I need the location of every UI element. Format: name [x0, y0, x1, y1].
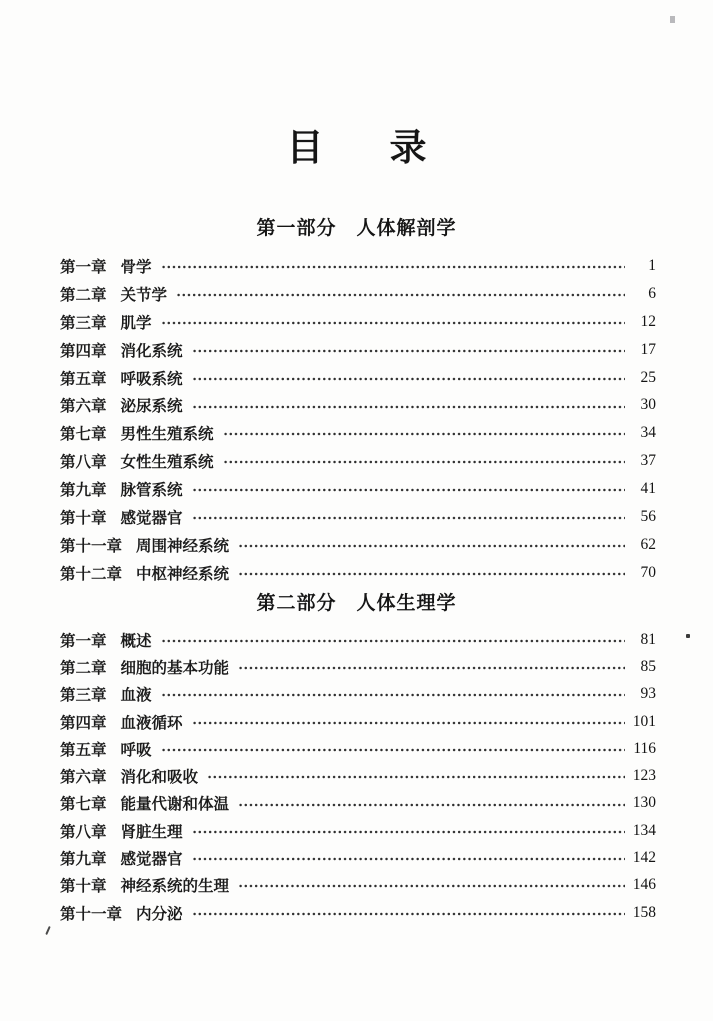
toc-row [60, 447, 656, 475]
dot-leader [192, 398, 625, 414]
chapter-label: 第五章 [60, 370, 107, 388]
toc-row [60, 559, 656, 587]
dot-leader [192, 905, 625, 921]
toc-row [60, 503, 656, 531]
page-number: 56 [640, 507, 656, 525]
chapter-title: 呼吸 [120, 741, 152, 759]
toc-row [60, 252, 656, 280]
toc-row [60, 899, 656, 926]
toc-row [60, 391, 656, 419]
toc-row [60, 336, 656, 364]
toc-row [60, 419, 656, 447]
chapter-label: 第十章 [60, 509, 107, 527]
toc-row [60, 653, 656, 680]
chapter-title: 呼吸系统 [120, 370, 183, 388]
dot-leader [223, 426, 625, 442]
dot-leader [161, 314, 625, 330]
toc-row [60, 735, 656, 762]
toc-row [60, 626, 656, 653]
chapter-label: 第六章 [60, 769, 107, 787]
chapter-label: 第十一章 [60, 905, 123, 923]
dot-leader [192, 481, 625, 497]
chapter-title: 细胞的基本功能 [120, 659, 230, 677]
dot-leader [238, 537, 625, 553]
dot-leader [238, 796, 625, 812]
page-title [0, 128, 713, 170]
dot-leader [192, 509, 625, 525]
chapter-label: 第十二章 [60, 565, 123, 583]
page-number: 17 [640, 340, 656, 358]
chapter-label: 第四章 [60, 714, 107, 732]
page-number: 70 [640, 563, 656, 581]
page-number: 130 [632, 794, 656, 812]
chapter-title: 脉管系统 [120, 482, 183, 500]
dot-leader [192, 714, 625, 730]
page-number: 85 [640, 657, 656, 675]
chapter-label: 第十一章 [60, 537, 123, 555]
chapter-title: 消化系统 [120, 342, 183, 360]
dot-leader [161, 632, 625, 648]
dot-leader [192, 850, 625, 866]
page-number: 101 [632, 712, 656, 730]
dot-leader [238, 878, 625, 894]
scan-artifact-speck [670, 16, 675, 23]
chapter-label: 第四章 [60, 342, 107, 360]
chapter-label: 第二章 [60, 659, 107, 677]
chapter-label: 第三章 [60, 687, 107, 705]
chapter-title: 神经系统的生理 [120, 878, 230, 896]
chapter-label: 第十章 [60, 878, 107, 896]
dot-leader [238, 565, 625, 581]
toc-row [60, 280, 656, 308]
chapter-label: 第一章 [60, 258, 107, 276]
dot-leader [207, 768, 625, 784]
toc-row [60, 844, 656, 871]
page-number: 62 [640, 535, 656, 553]
chapter-title: 血液循环 [120, 714, 183, 732]
page-number: 116 [633, 739, 656, 757]
toc-row [60, 762, 656, 789]
dot-leader [161, 258, 625, 274]
chapter-title: 女性生殖系统 [120, 454, 214, 472]
chapter-label: 第八章 [60, 454, 107, 472]
dot-leader [176, 286, 625, 302]
page-number: 1 [648, 256, 656, 274]
scan-artifact-mark [45, 926, 51, 935]
chapter-title: 消化和吸收 [120, 769, 199, 787]
toc-row [60, 308, 656, 336]
chapter-label: 第七章 [60, 426, 107, 444]
chapter-title: 感觉器官 [120, 851, 183, 869]
chapter-label: 第九章 [60, 851, 107, 869]
dot-leader [161, 686, 625, 702]
toc-row [60, 364, 656, 392]
page-title-char: 录 [389, 128, 427, 169]
part-2-heading: 第二部分 人体生理学 [256, 593, 457, 614]
chapter-label: 第二章 [60, 286, 107, 304]
chapter-label: 第八章 [60, 823, 107, 841]
page-number: 123 [632, 767, 656, 785]
dot-leader [238, 659, 625, 675]
part-1-heading: 第一部分 人体解剖学 [256, 218, 457, 239]
page-number: 30 [640, 396, 656, 414]
chapter-title: 概述 [120, 632, 152, 650]
chapter-title: 肾脏生理 [120, 823, 183, 841]
chapter-label: 第一章 [60, 632, 107, 650]
chapter-title: 感觉器官 [120, 509, 183, 527]
chapter-title: 内分泌 [136, 905, 183, 923]
dot-leader [223, 453, 625, 469]
toc-row [60, 475, 656, 503]
scan-artifact-speck [686, 634, 690, 638]
page-number: 25 [640, 368, 656, 386]
part-2-chapter-list [60, 626, 656, 926]
chapter-label: 第七章 [60, 796, 107, 814]
chapter-title: 泌尿系统 [120, 398, 183, 416]
page-number: 134 [632, 821, 656, 839]
chapter-title: 男性生殖系统 [120, 426, 214, 444]
chapter-label: 第九章 [60, 482, 107, 500]
part-1-chapter-list [60, 252, 656, 587]
toc-row [60, 708, 656, 735]
dot-leader [192, 823, 625, 839]
chapter-title: 关节学 [120, 286, 168, 304]
page-title-char: 目 [286, 128, 324, 169]
page-number: 146 [632, 876, 656, 894]
page-number: 41 [640, 480, 656, 498]
chapter-label: 第五章 [60, 741, 107, 759]
chapter-label: 第三章 [60, 314, 107, 332]
page-number: 158 [632, 903, 656, 921]
toc-row [60, 531, 656, 559]
chapter-title: 能量代谢和体温 [120, 796, 230, 814]
chapter-label: 第六章 [60, 398, 107, 416]
toc-row [60, 817, 656, 844]
toc-row [60, 872, 656, 899]
dot-leader [161, 741, 625, 757]
page-number: 142 [632, 849, 656, 867]
chapter-title: 肌学 [120, 314, 152, 332]
page-number: 6 [648, 284, 656, 302]
chapter-title: 骨学 [120, 258, 152, 276]
page-number: 12 [640, 312, 656, 330]
chapter-title: 中枢神经系统 [136, 565, 230, 583]
dot-leader [192, 342, 625, 358]
page-number: 37 [640, 452, 656, 470]
toc-row [60, 790, 656, 817]
chapter-title: 周围神经系统 [136, 537, 230, 555]
page-number: 93 [640, 685, 656, 703]
dot-leader [192, 370, 625, 386]
page-number: 81 [640, 630, 656, 648]
page-number: 34 [640, 424, 656, 442]
chapter-title: 血液 [120, 687, 152, 705]
toc-row [60, 681, 656, 708]
